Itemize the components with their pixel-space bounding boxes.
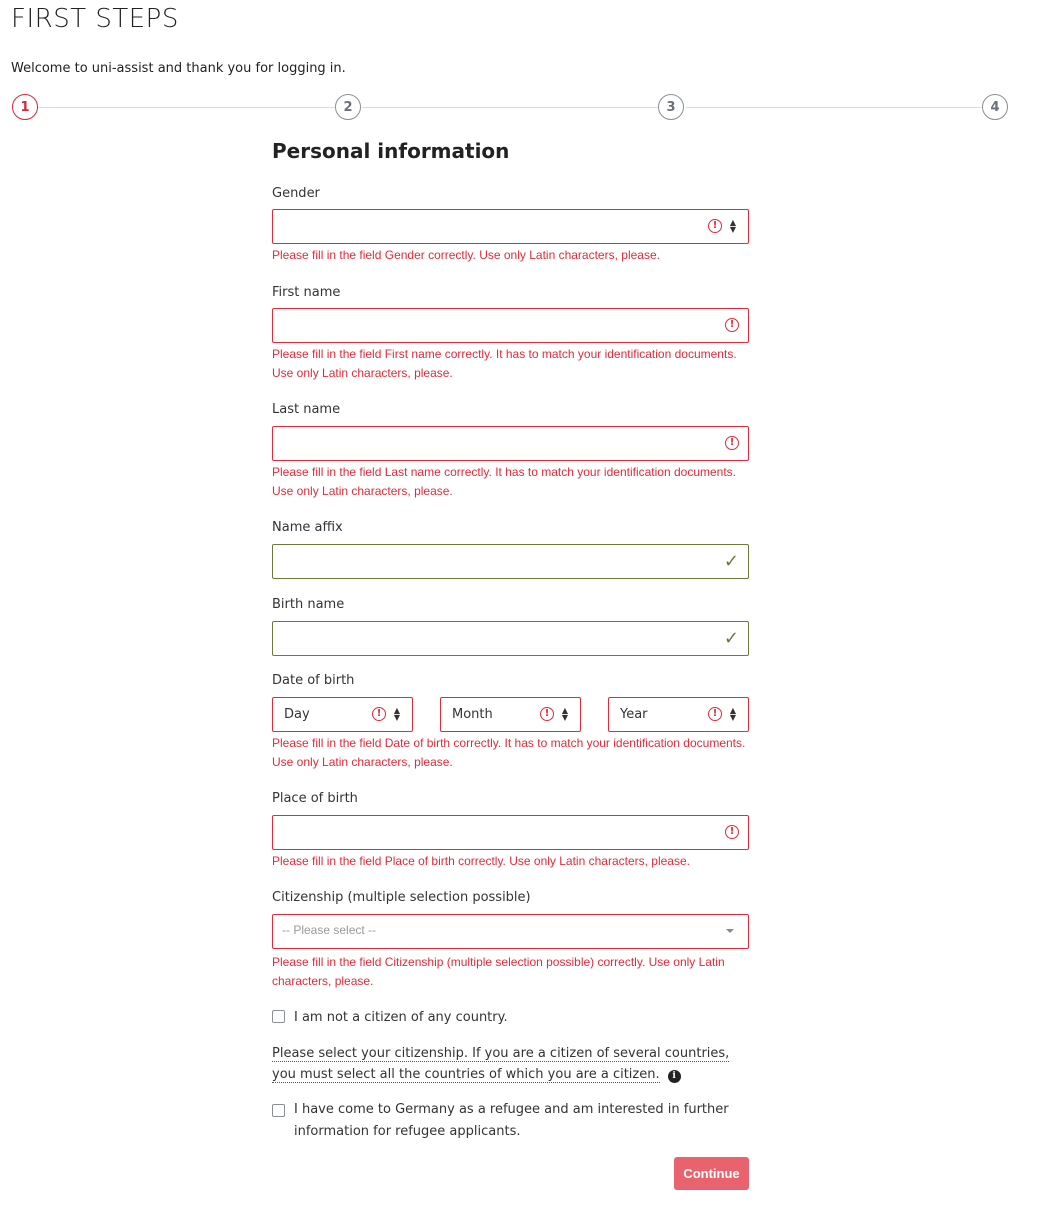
error-icon: !: [725, 436, 739, 450]
citizenship-hint-text: Please select your citizenship. If you are a citizen of several countries, you must select all the countries of which you are a citizen.: [272, 1046, 730, 1082]
step-4[interactable]: 4: [982, 94, 1008, 120]
step-1: 1: [12, 94, 38, 120]
first-name-error: Please fill in the field First name correctly. It has to match your identification documents. Use only Latin characters, please.: [272, 347, 737, 380]
citizenship-hint: [272, 1043, 749, 1085]
first-name-input[interactable]: [273, 309, 713, 342]
gender-select[interactable]: [272, 209, 749, 244]
place-of-birth-error: Please fill in the field Place of birth correctly. Use only Latin characters, please.: [272, 854, 690, 868]
last-name-input[interactable]: [273, 427, 713, 460]
year-placeholder: Year: [620, 707, 648, 722]
step-connector: [686, 107, 982, 108]
birth-name-field[interactable]: [272, 621, 749, 656]
last-name-field[interactable]: [272, 426, 749, 461]
error-icon: !: [708, 707, 722, 721]
error-icon: !: [372, 707, 386, 721]
info-icon[interactable]: i: [668, 1070, 681, 1083]
first-name-label: First name: [272, 285, 341, 300]
sort-arrows-icon: ▲ ▼: [393, 706, 401, 722]
last-name-label: Last name: [272, 402, 341, 417]
continue-button[interactable]: Continue: [674, 1157, 749, 1190]
step-connector: [38, 107, 335, 108]
error-icon: !: [540, 707, 554, 721]
gender-error: Please fill in the field Gender correctly. Use only Latin characters, please.: [272, 248, 660, 262]
year-select[interactable]: [608, 697, 749, 732]
refugee-label[interactable]: I have come to Germany as a refugee and am interested in further information for refugee applicants.: [294, 1102, 729, 1139]
name-affix-field[interactable]: [272, 544, 749, 579]
birth-name-label: Birth name: [272, 597, 345, 612]
citizenship-select[interactable]: [272, 914, 749, 949]
no-citizen-checkbox[interactable]: [272, 1010, 285, 1023]
step-connector: [362, 107, 658, 108]
step-3[interactable]: 3: [658, 94, 684, 120]
place-of-birth-field[interactable]: [272, 815, 749, 850]
day-select[interactable]: [272, 697, 413, 732]
name-affix-label: Name affix: [272, 520, 343, 535]
step-2[interactable]: 2: [335, 94, 361, 120]
last-name-error: Please fill in the field Last name correctly. It has to match your identification documents. Use only Latin characters, please.: [272, 465, 737, 498]
page-title: FIRST STEPS: [11, 4, 179, 34]
sort-arrows-icon: ▲ ▼: [729, 706, 737, 722]
citizenship-label: Citizenship (multiple selection possible): [272, 890, 531, 905]
sort-arrows-icon: ▲ ▼: [729, 218, 737, 234]
refugee-row[interactable]: [272, 1099, 749, 1143]
birth-name-input[interactable]: [273, 622, 713, 655]
citizenship-placeholder: -- Please select --: [282, 923, 377, 937]
place-of-birth-input[interactable]: [273, 816, 713, 849]
no-citizen-label[interactable]: I am not a citizen of any country.: [294, 1010, 508, 1025]
month-placeholder: Month: [452, 707, 493, 722]
error-icon: !: [725, 825, 739, 839]
progress-stepper: [0, 0, 1048, 130]
month-select[interactable]: [440, 697, 581, 732]
welcome-text: Welcome to uni-assist and thank you for logging in.: [11, 61, 346, 76]
check-icon: ✓: [723, 628, 739, 649]
day-placeholder: Day: [284, 707, 310, 722]
date-of-birth-error: Please fill in the field Date of birth correctly. It has to match your identification documents. Use only Latin characters, please.: [272, 736, 746, 769]
name-affix-input[interactable]: [273, 545, 713, 578]
no-citizen-row[interactable]: [272, 1007, 749, 1029]
refugee-checkbox[interactable]: [272, 1104, 285, 1117]
error-icon: !: [725, 318, 739, 332]
first-name-field[interactable]: [272, 308, 749, 343]
date-of-birth-label: Date of birth: [272, 673, 355, 688]
sort-arrows-icon: ▲ ▼: [561, 706, 569, 722]
section-title: Personal information: [272, 139, 510, 163]
error-icon: !: [708, 219, 722, 233]
place-of-birth-label: Place of birth: [272, 791, 358, 806]
check-icon: ✓: [723, 551, 739, 572]
citizenship-error: Please fill in the field Citizenship (multiple selection possible) correctly. Use only Latin characters, please.: [272, 955, 725, 988]
caret-down-icon: [726, 929, 734, 933]
gender-label: Gender: [272, 186, 320, 201]
